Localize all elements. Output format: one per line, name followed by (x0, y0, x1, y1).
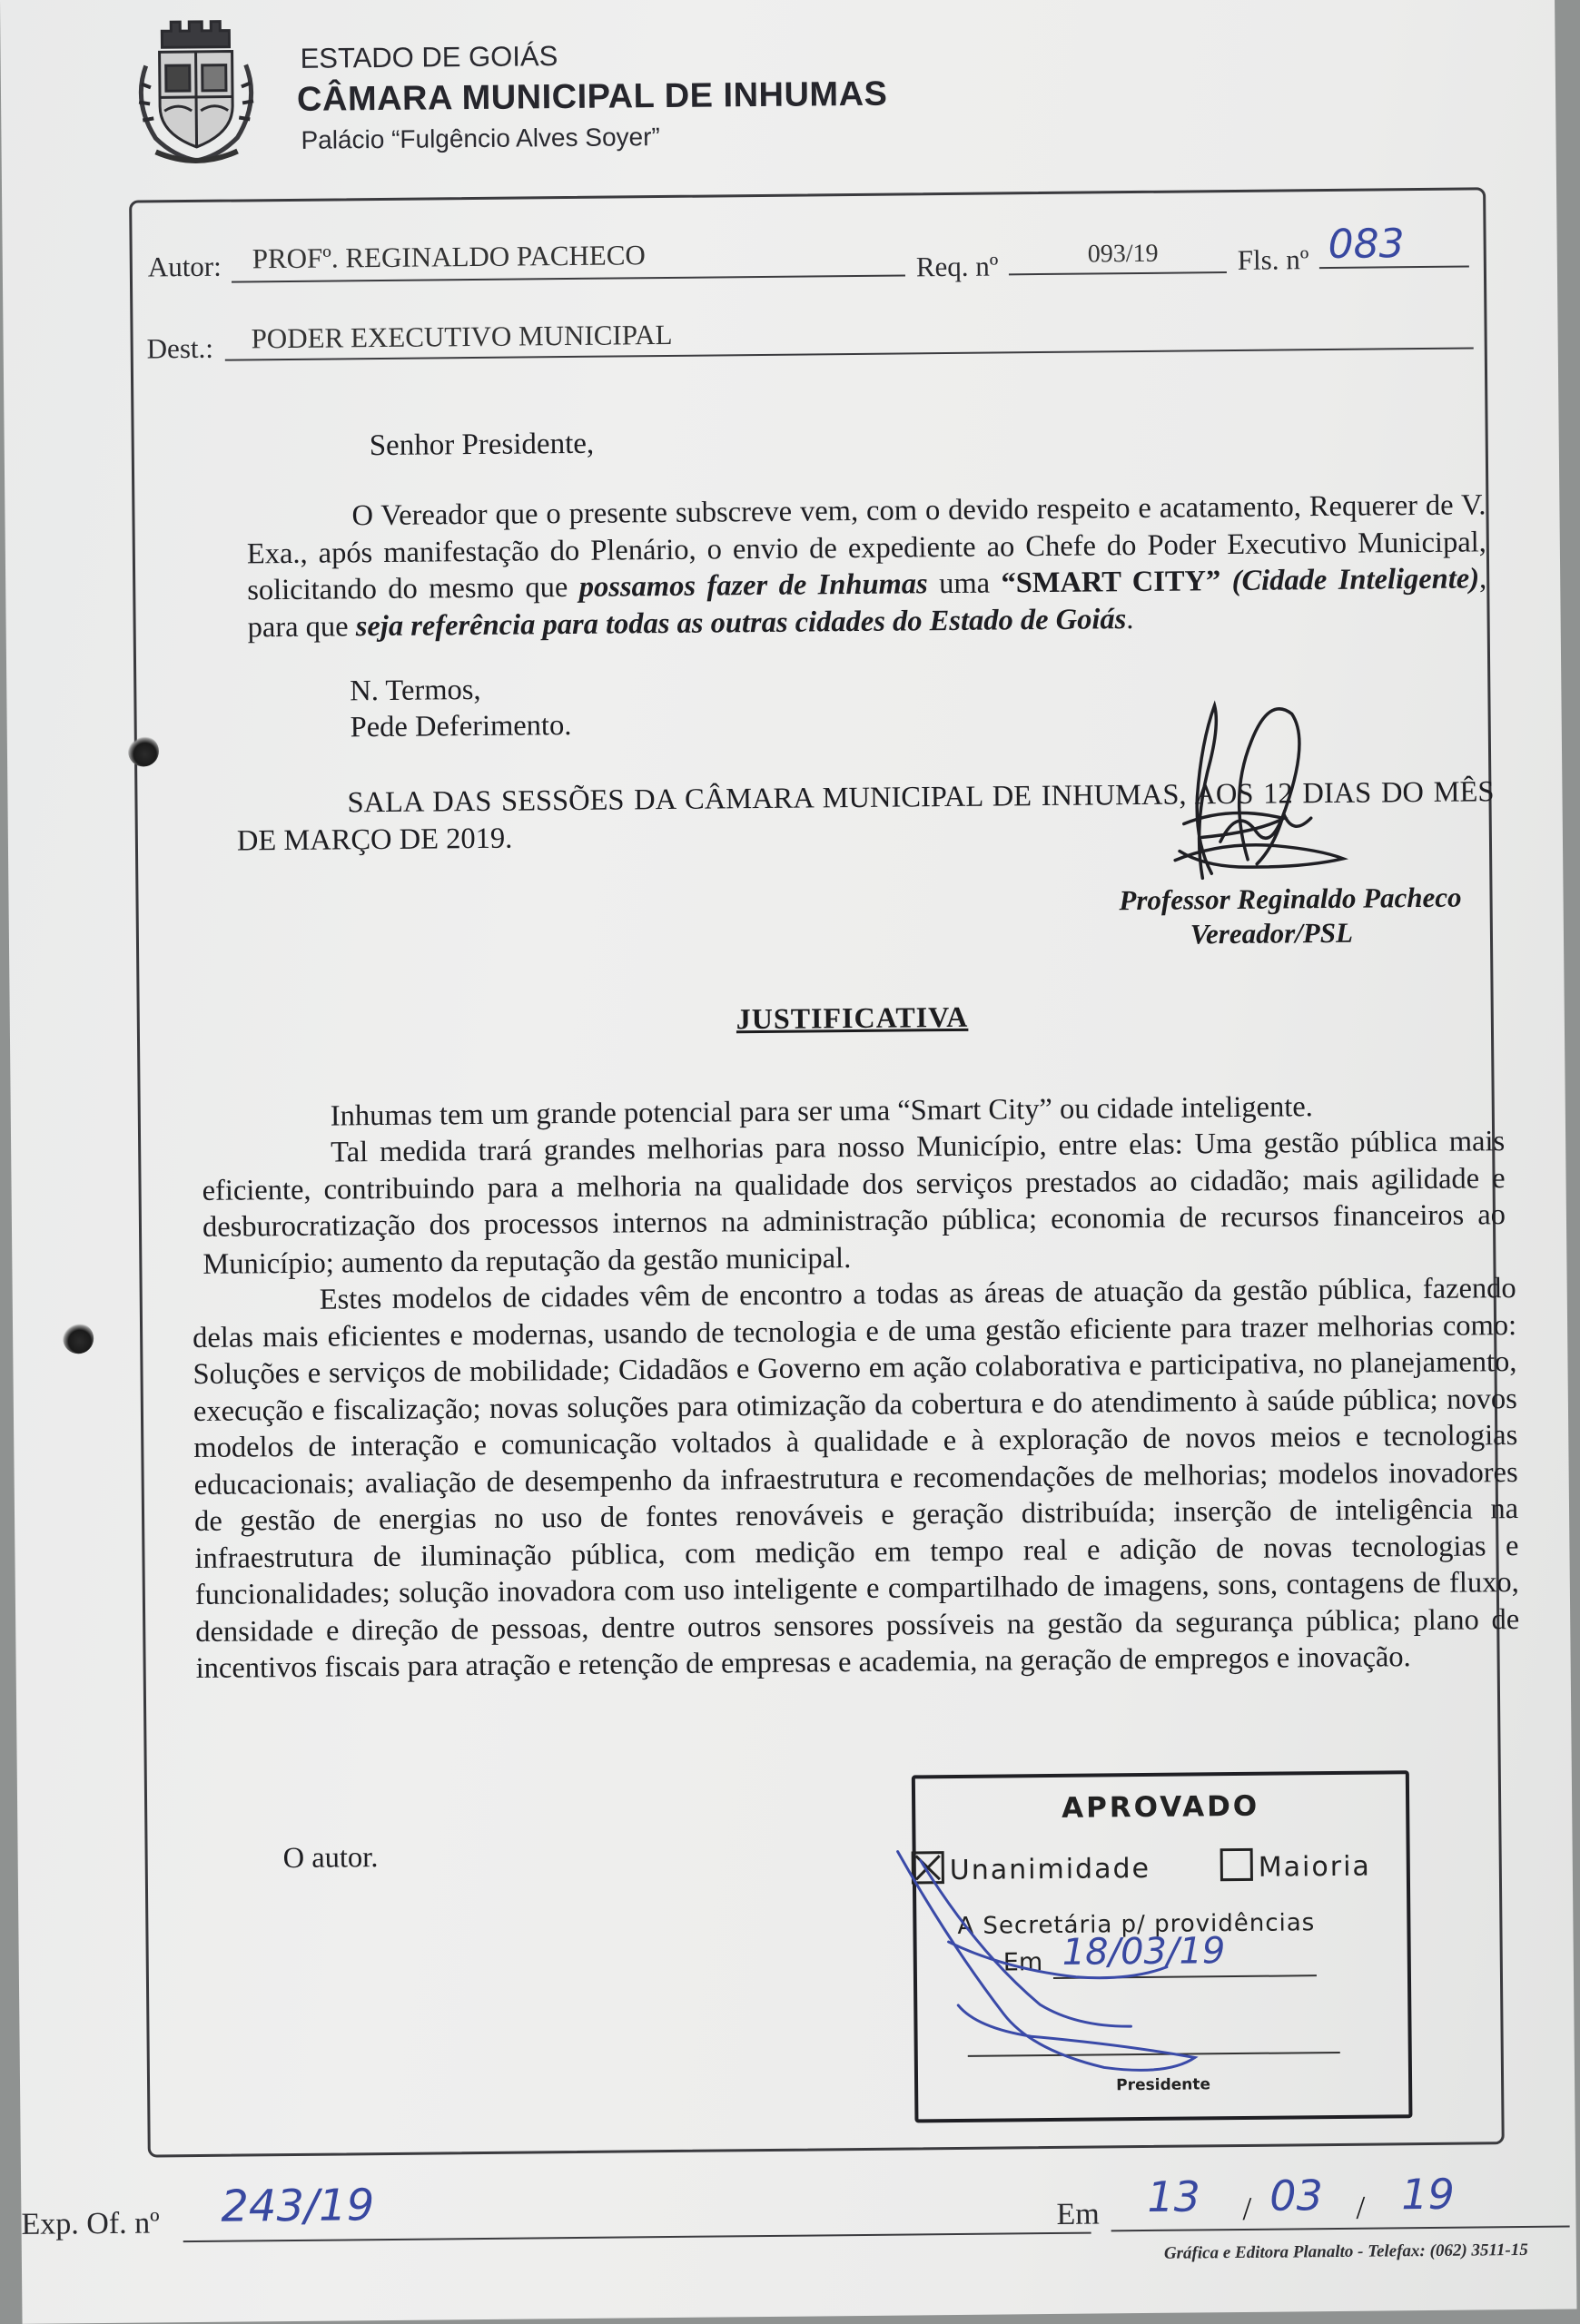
salutation: Senhor Presidente, (369, 427, 595, 463)
stamp-em-label: Em (1002, 1948, 1043, 1977)
signer-name: Professor Reginaldo Pacheco (1119, 881, 1462, 917)
stamp-date: 18/03/19 (1062, 1930, 1226, 1974)
closing-author: O autor. (282, 1841, 379, 1876)
author-value: PROFº. REGINALDO PACHECO (252, 239, 646, 275)
fls-value: 083 (1328, 221, 1405, 268)
justification-paragraph-2: Tal medida trará grandes melhorias para nosso Município, entre elas: Uma gestão pública mais eficiente, contribuindo para a melhoria na qualidade dos serviços prestados ao cidadão; mais agilidade e desburocratização dos processos internos na administração pública; economia de recursos financeiros ao Município; aumento da reputação da gestão municipal. (202, 1125, 1506, 1281)
justification-title: JUSTIFICATIVA (736, 1000, 969, 1036)
exp-em-day: 13 (1147, 2171, 1201, 2221)
stamp-note: A Secretária p/ providências (957, 1909, 1316, 1940)
letterhead-state: ESTADO DE GOIÁS (300, 40, 558, 74)
exp-of-label: Exp. Of. nº (21, 2206, 160, 2241)
justification-paragraph-1: Inhumas tem um grande potencial para ser uma “Smart City” ou cidade inteligente. (330, 1090, 1314, 1133)
stamp-title: APROVADO (1061, 1789, 1260, 1825)
punch-hole-bottom (63, 1323, 94, 1354)
fls-label: Fls. nº (1237, 243, 1309, 276)
exp-em-month: 03 (1269, 2171, 1324, 2221)
req-label: Req. nº (915, 250, 999, 283)
req-value: 093/19 (1087, 239, 1159, 269)
exp-em-year: 19 (1401, 2169, 1456, 2220)
date-separator-2: / (1356, 2189, 1366, 2226)
stamp-president: Presidente (1116, 2075, 1211, 2095)
exp-of-line (183, 2232, 1091, 2243)
exp-em-label: Em (1056, 2197, 1100, 2231)
closing-line-2: Pede Deferimento. (350, 708, 572, 744)
exp-of-value: 243/19 (221, 2180, 375, 2232)
letterhead-chamber-name: CÂMARA MUNICIPAL DE INHUMAS (296, 74, 888, 119)
majority-label: Maioria (1258, 1850, 1371, 1884)
session-line: SALA DAS SESSÕES DA CÂMARA MUNICIPAL DE INHUMAS, AOS 12 DIAS DO MÊS DE MARÇO DE 2019. (236, 775, 1495, 858)
justification-paragraph-3: Estes modelos de cidades vêm de encontro a todas as áreas de atuação da gestão pública, fazendo delas mais eficientes e modernas, usando de tecnologia e de uma gestão eficiente para trazer melhorias como: Soluções e serviços de mobilidade; Cidadãos e Governo em ação colaborativa e participativa, no planejamento, execução e fiscalização; novas soluções para otimização da cobertura e do atendimento à saúde pública; novos modelos de interação e comunicação voltados à qualidade e à exploração de novos meios e tecnologias educacionais; avaliação de desempenho da infraestrutura e recomendações de melhorias; modelos inovadores de gestão de energias no uso de fontes renováveis e geração distribuída; inserção de inteligência na infraestrutura de iluminação pública, com medição em tempo real e adição de novas tecnologias e funcionalidades; solução inovadora com uso inteligente e compartilhado de imagens, sons, contagens de fluxo, densidade e direção de pessoas, dentre outros sensores possíveis na gestão da segurança pública; plano de incentivos fiscais para atração e retenção de empresas e academia, na geração de empregos e inovação. (192, 1272, 1520, 1686)
municipal-crest-icon (127, 10, 265, 170)
dest-label: Dest.: (146, 331, 214, 365)
author-label: Autor: (147, 250, 222, 283)
date-separator-1: / (1242, 2190, 1252, 2227)
closing-line-1: N. Termos, (350, 673, 481, 708)
request-paragraph: O Vereador que o presente subscreve vem, com o devido respeito e acatamento, Requerer de V. Exa., após manifestação do Plenário, o envio de expediente ao Chefe do Poder Executivo Municipal, solicitando do mesmo que possamos fazer de Inhumas uma “SMART CITY” (Cidade Inteligente), para que seja referência para todas as outras cidades do Estado de Goiás. (246, 488, 1487, 644)
unanimity-label: Unanimidade (949, 1852, 1151, 1887)
dest-value: PODER EXECUTIVO MUNICIPAL (251, 318, 673, 355)
signer-role: Vereador/PSL (1190, 916, 1354, 950)
approval-stamp (912, 1770, 1413, 2122)
letterhead-palace: Palácio “Fulgêncio Alves Soyer” (301, 123, 660, 154)
exp-em-line (1111, 2226, 1570, 2232)
stamp-signature-icon (893, 1830, 1277, 2106)
punch-hole-top (128, 735, 159, 766)
printer-credit: Gráfica e Editora Planalto - Telefax: (062) 3511-15 (1163, 2240, 1528, 2263)
signature-icon (1146, 685, 1384, 896)
